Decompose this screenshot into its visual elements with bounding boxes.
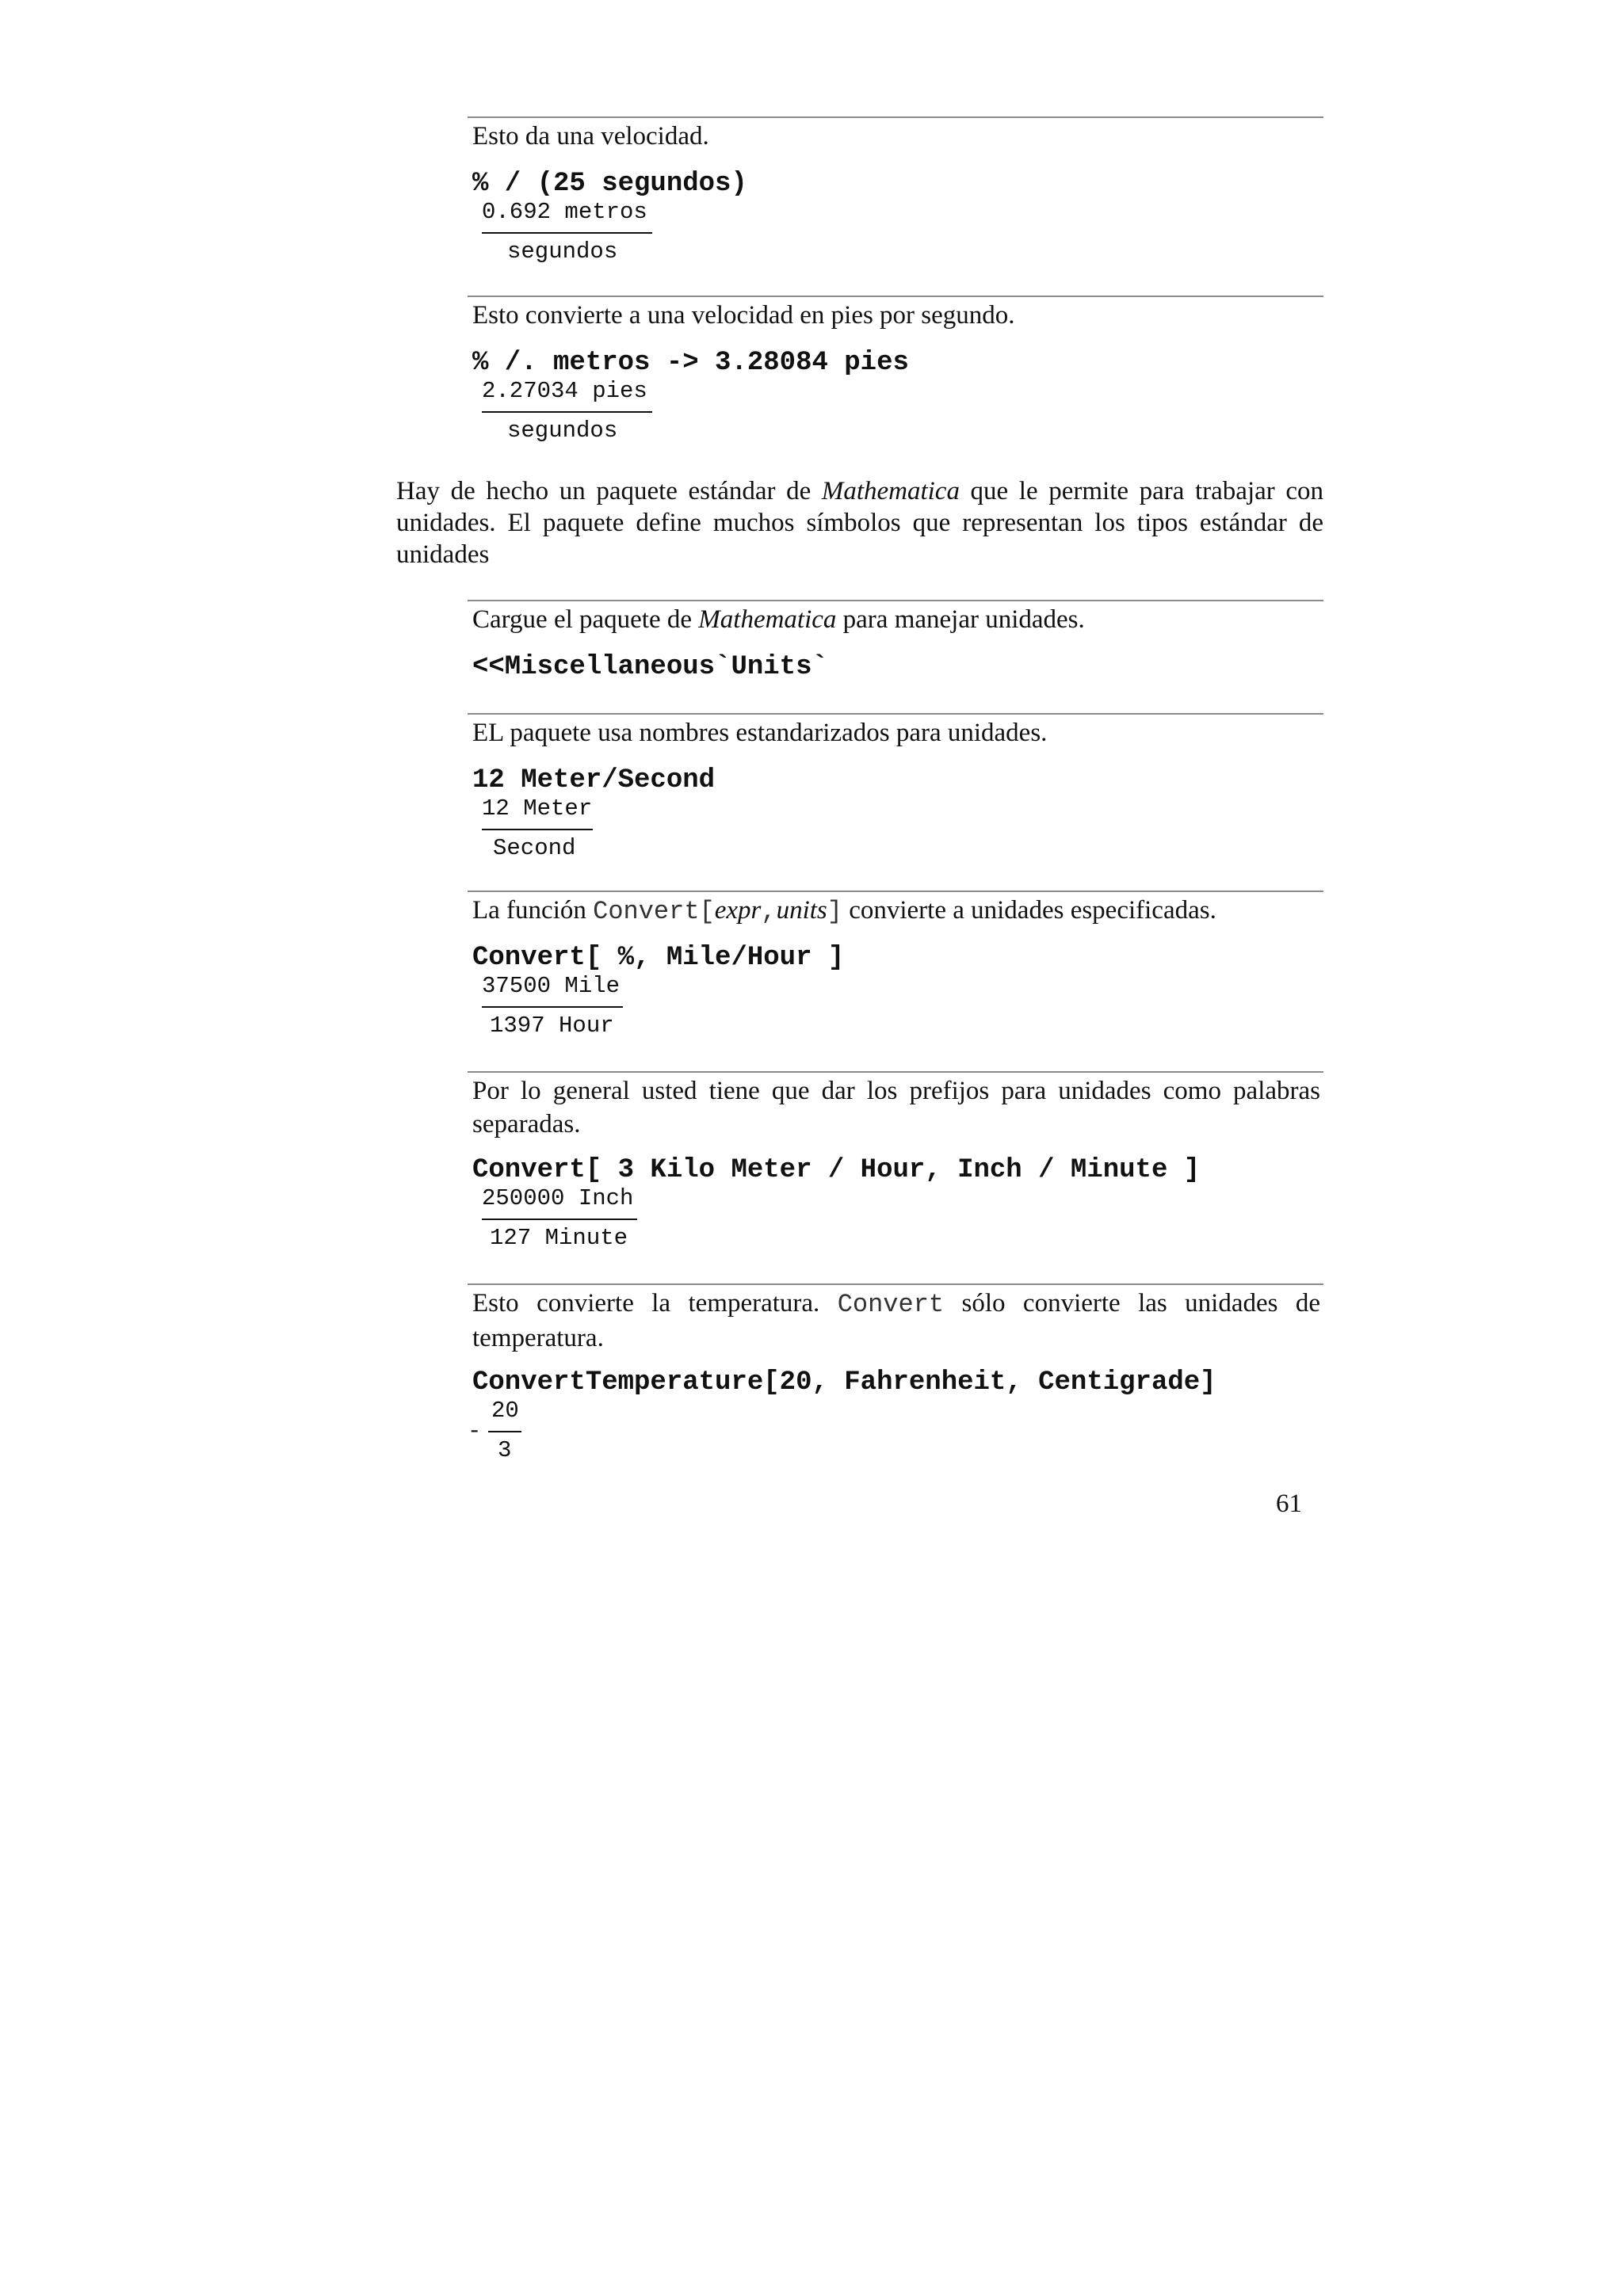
- description-product-name: Mathematica: [698, 605, 837, 634]
- input-cell[interactable]: ConvertTemperature[20, Fahrenheit, Centigrade]: [472, 1367, 1216, 1398]
- inline-code-comma: ,: [761, 897, 777, 926]
- fraction-bar: [482, 1219, 637, 1220]
- paragraph-text-pre: Hay de hecho un paquete estándar de: [396, 477, 822, 505]
- fraction-numerator: 2.27034 pies: [482, 378, 647, 404]
- cell-description: [472, 1287, 1320, 1355]
- description-text-post: convierte a unidades especificadas.: [842, 896, 1216, 925]
- cell-divider: [468, 296, 1323, 297]
- fraction-bar: [482, 829, 593, 830]
- cell-description: Por lo general usted tiene que dar los prefijos para unidades como palabras separadas.: [472, 1077, 1320, 1138]
- cell-description: [472, 603, 1320, 636]
- fraction-numerator: 20: [491, 1398, 519, 1424]
- fraction-numerator: 0.692 metros: [482, 199, 647, 225]
- description-text-post: sólo convierte las unidades de temperatura.: [472, 1289, 1321, 1352]
- cell-description: [472, 894, 1320, 929]
- cell-divider: [468, 1071, 1323, 1073]
- fraction-denominator: 127 Minute: [490, 1225, 628, 1251]
- paragraph-product-name: Mathematica: [821, 477, 960, 505]
- fraction-numerator: 250000 Inch: [482, 1185, 634, 1211]
- description-text-pre: Cargue el paquete de: [472, 605, 699, 634]
- fraction-denominator: segundos: [507, 238, 618, 265]
- page-number: 61: [1276, 1489, 1302, 1518]
- description-text-pre: La función: [472, 896, 594, 925]
- inline-code-convert: Convert[: [593, 897, 715, 926]
- cell-divider: [468, 713, 1323, 715]
- fraction-denominator: Second: [493, 835, 576, 861]
- cell-description: Esto convierte a una velocidad en pies por segundo.: [472, 301, 1015, 330]
- cell-divider: [468, 116, 1323, 118]
- cell-divider: [468, 891, 1323, 892]
- cell-divider: [468, 1283, 1323, 1285]
- input-cell[interactable]: 12 Meter/Second: [472, 765, 716, 795]
- fraction-denominator: segundos: [507, 418, 618, 444]
- description-text-pre: Esto convierte la temperatura.: [472, 1289, 838, 1318]
- fraction-numerator: 37500 Mile: [482, 973, 621, 999]
- fraction-bar: [482, 411, 652, 413]
- paragraph-text-post: que le permite para trabajar con unidades. El paquete define muchos símbolos que representan los tipos estándar de unidades: [396, 477, 1323, 569]
- fraction-bar: [482, 232, 652, 234]
- cell-description: Esto da una velocidad.: [472, 122, 709, 151]
- fraction-denominator: 3: [498, 1437, 512, 1463]
- input-cell[interactable]: Convert[ %, Mile/Hour ]: [472, 943, 845, 973]
- inline-arg-units: units: [776, 896, 827, 925]
- fraction-denominator: 1397 Hour: [490, 1013, 614, 1039]
- inline-arg-expr: expr: [714, 896, 762, 925]
- inline-code-bracket: ]: [827, 897, 842, 926]
- fraction-bar: [488, 1431, 521, 1432]
- fraction-numerator: 12 Meter: [482, 795, 593, 822]
- fraction-sign: -: [468, 1418, 482, 1444]
- input-cell[interactable]: <<Miscellaneous`Units`: [472, 652, 828, 682]
- input-cell[interactable]: % / (25 segundos): [472, 169, 747, 199]
- cell-description: EL paquete usa nombres estandarizados para unidades.: [472, 719, 1048, 747]
- description-text-post: para manejar unidades.: [836, 605, 1085, 634]
- cell-divider: [468, 600, 1323, 601]
- body-paragraph: [396, 475, 1323, 570]
- inline-code-convert: Convert: [837, 1290, 945, 1319]
- fraction-bar: [482, 1006, 623, 1008]
- input-cell[interactable]: Convert[ 3 Kilo Meter / Hour, Inch / Minute ]: [472, 1155, 1201, 1185]
- input-cell[interactable]: % /. metros -> 3.28084 pies: [472, 348, 909, 378]
